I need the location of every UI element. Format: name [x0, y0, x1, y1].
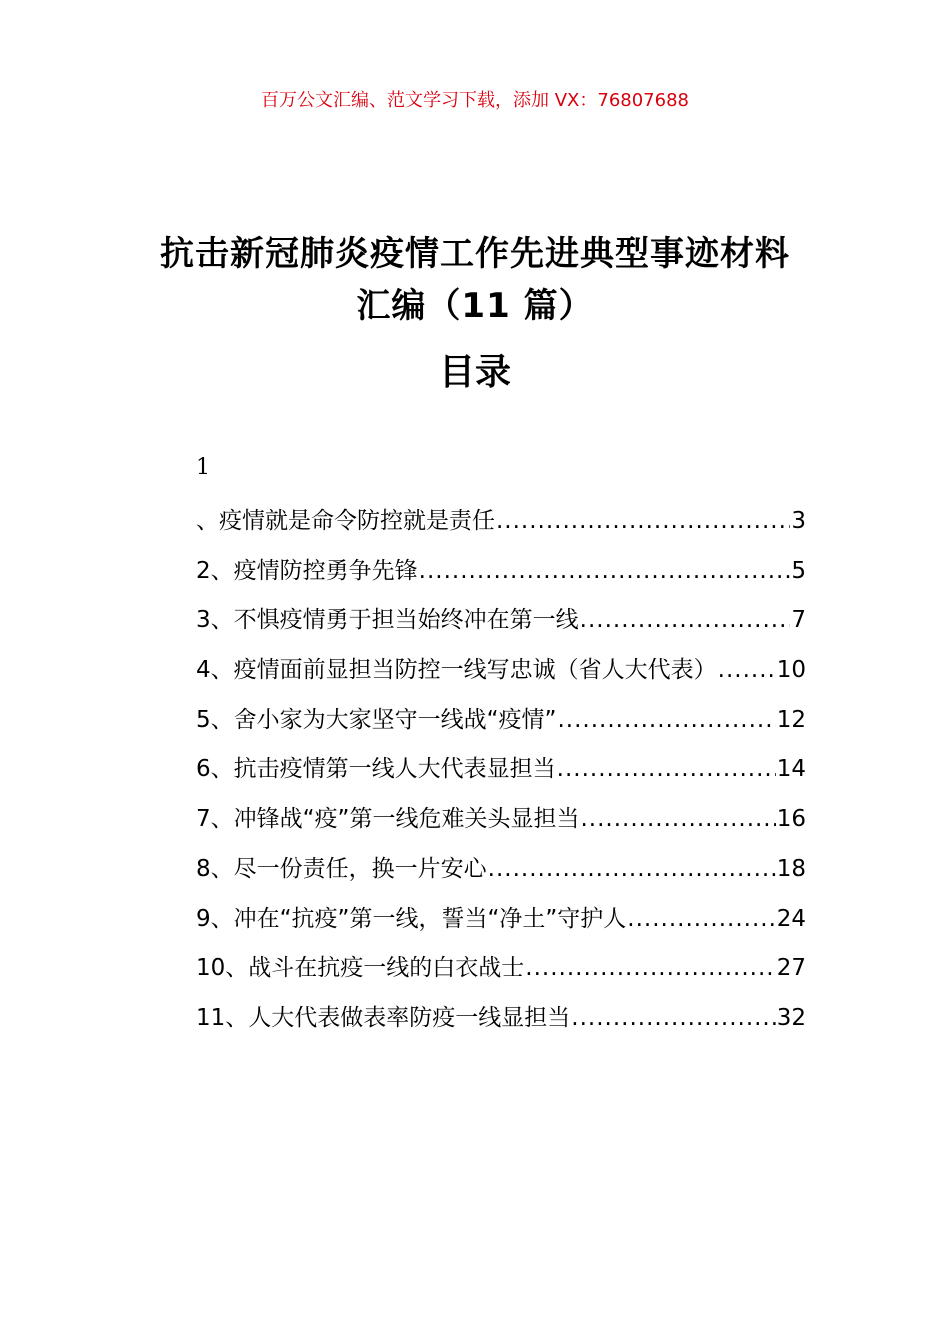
toc-entry-page: 14 — [776, 756, 806, 783]
toc-entry[interactable] — [196, 999, 806, 1049]
toc-lead-number: 1 — [196, 455, 210, 480]
toc-entry-page: 12 — [776, 706, 806, 733]
toc-leader-dots — [525, 955, 775, 981]
toc-entry-title: 10、战斗在抗疫一线的白衣战士 — [196, 955, 525, 982]
toc-entry-title: 7、冲锋战“疫”第一线危难关头显担当 — [196, 806, 580, 833]
toc-entry-page: 18 — [776, 855, 806, 882]
toc-entry[interactable] — [196, 502, 806, 552]
table-of-contents — [196, 502, 806, 1049]
toc-entry-title: 6、抗击疫情第一线人大代表显担当 — [196, 756, 556, 783]
toc-entry[interactable] — [196, 900, 806, 950]
toc-entry-title: 4、疫情面前显担当防控一线写忠诚（省人大代表） — [196, 657, 717, 684]
toc-entry[interactable] — [196, 552, 806, 602]
toc-entry-page: 7 — [791, 607, 806, 634]
toc-leader-dots — [580, 607, 791, 633]
toc-entry[interactable] — [196, 701, 806, 751]
header-note: 百万公文汇编、范文学习下载，添加 VX：76807688 — [261, 90, 689, 111]
toc-leader-dots — [419, 558, 791, 584]
toc-entry-page: 16 — [776, 806, 806, 833]
toc-leader-dots — [496, 508, 790, 534]
toc-entry-title: 11、人大代表做表率防疫一线显担当 — [196, 1004, 571, 1031]
toc-leader-dots — [557, 707, 775, 733]
toc-entry-title: 5、舍小家为大家坚守一线战“疫情” — [196, 706, 557, 733]
toc-entry-title: 2、疫情防控勇争先锋 — [196, 557, 418, 584]
toc-entry-page: 32 — [776, 1004, 806, 1031]
toc-leader-dots — [571, 1005, 775, 1031]
toc-entry[interactable] — [196, 651, 806, 701]
toc-entry[interactable] — [196, 800, 806, 850]
toc-entry-page: 5 — [791, 557, 806, 584]
toc-entry-page: 27 — [776, 955, 806, 982]
toc-entry[interactable] — [196, 750, 806, 800]
toc-entry-title: 、疫情就是命令防控就是责任 — [196, 508, 495, 534]
toc-entry-page: 24 — [776, 905, 806, 932]
document-title-line-2: 汇编（11 篇） — [356, 286, 594, 326]
toc-entry-title: 3、不惧疫情勇于担当始终冲在第一线 — [196, 607, 579, 634]
toc-heading: 目录 — [438, 352, 511, 393]
toc-entry-page: 3 — [791, 508, 806, 534]
toc-leader-dots — [627, 906, 775, 932]
toc-entry[interactable] — [196, 850, 806, 900]
toc-leader-dots — [580, 806, 775, 832]
toc-entry-page: 10 — [776, 657, 806, 684]
document-title-line-1: 抗击新冠肺炎疫情工作先进典型事迹材料 — [160, 234, 790, 274]
toc-entry[interactable] — [196, 949, 806, 999]
toc-entry[interactable] — [196, 601, 806, 651]
toc-leader-dots — [557, 756, 776, 782]
toc-entry-title: 9、冲在“抗疫”第一线，誓当“净土”守护人 — [196, 905, 627, 932]
toc-entry-title: 8、尽一份责任，换一片安心 — [196, 855, 487, 882]
toc-leader-dots — [488, 856, 776, 882]
toc-leader-dots — [718, 657, 776, 683]
